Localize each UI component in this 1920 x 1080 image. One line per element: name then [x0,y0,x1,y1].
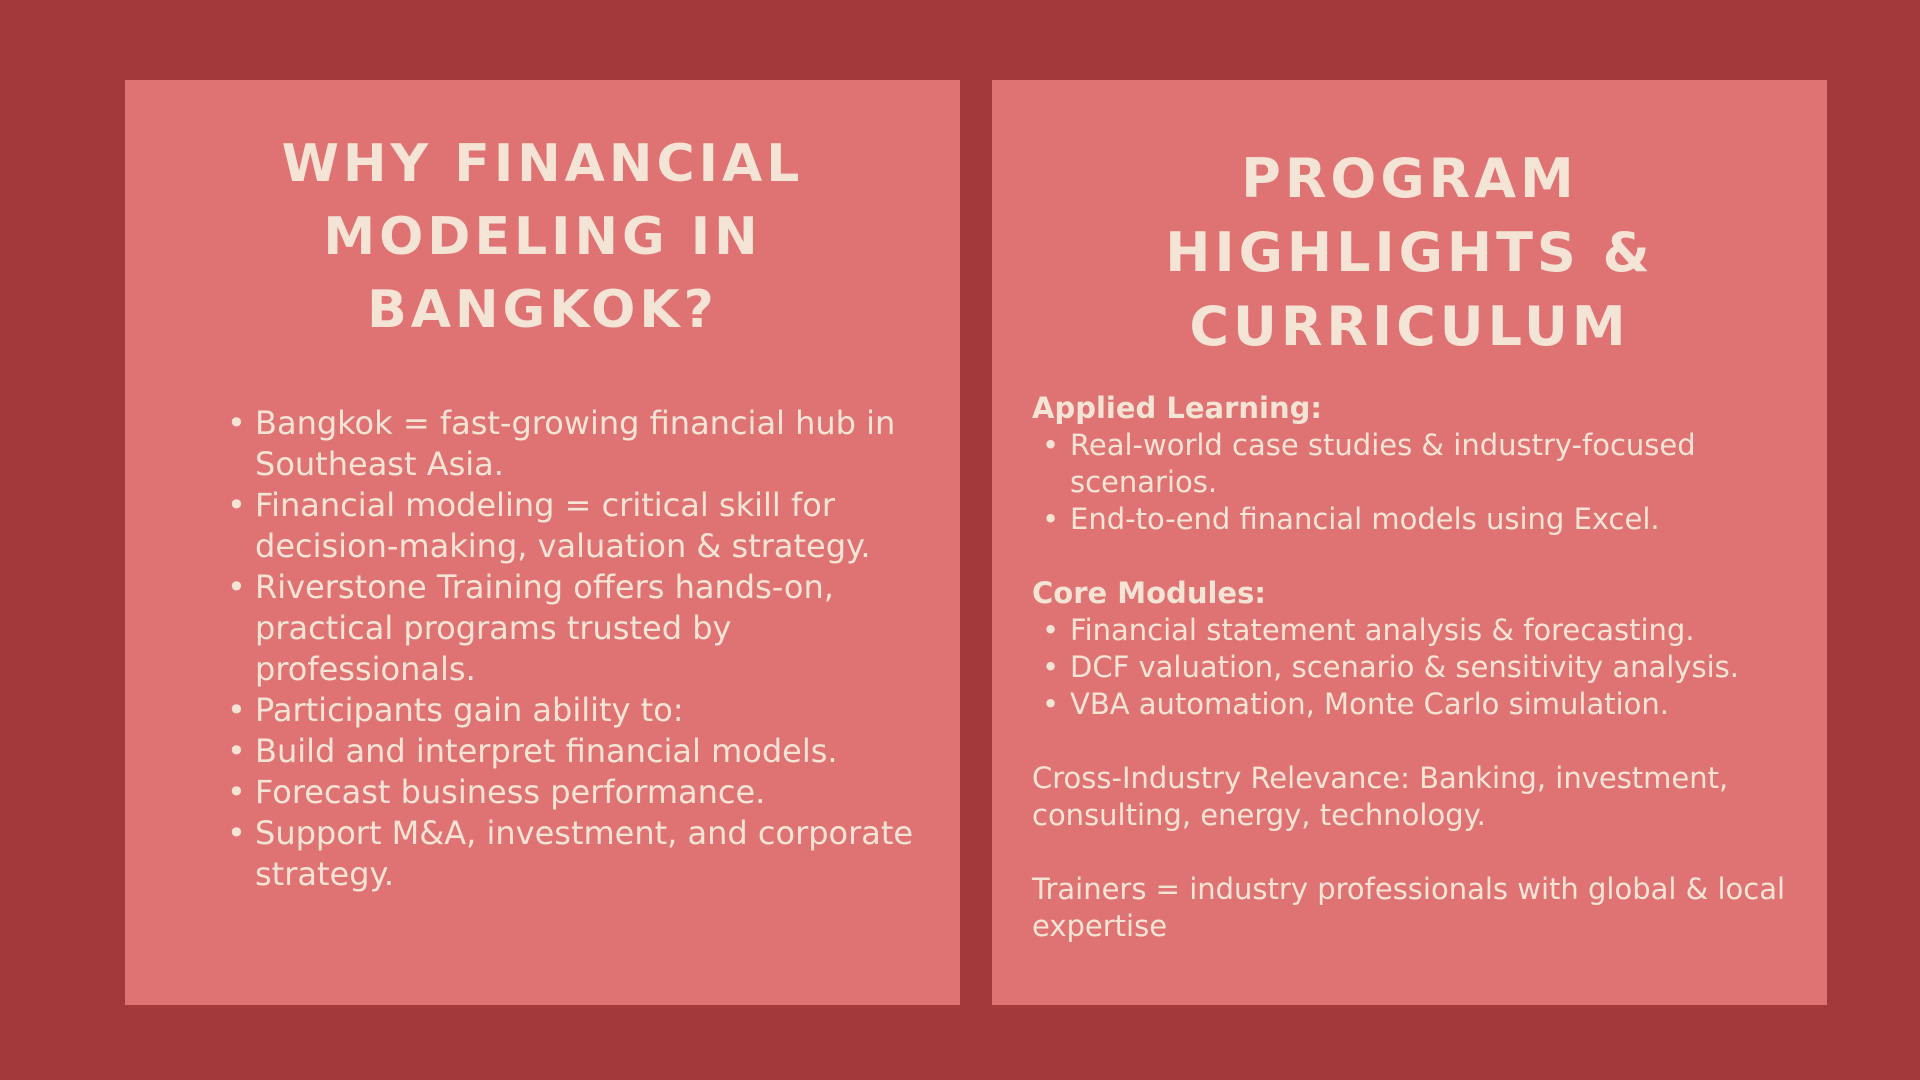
left-panel-heading: WHY FINANCIAL MODELING IN BANGKOK? [281,134,804,340]
list-item: • Riverstone Training offers hands-on, practical programs trusted by professionals. [217,567,920,690]
core-modules-list [1032,612,1787,723]
applied-learning-label: Applied Learning: [1032,391,1322,425]
trainers-text: Trainers = industry professionals with global & local expertise [1032,872,1786,943]
list-item: • Participants gain ability to: [217,690,920,731]
why-financial-modeling-panel [125,80,960,1005]
list-item: • Financial statement analysis & forecasting. [1032,612,1787,649]
right-panel-heading: PROGRAM HIGHLIGHTS & CURRICULUM [1165,147,1654,358]
applied-learning-list [1032,427,1787,538]
cross-industry-text: Cross-Industry Relevance: Banking, investment, consulting, energy, technology. [1032,761,1729,832]
left-bullet-list [165,403,920,895]
list-item: • Support M&A, investment, and corporate strategy. [217,813,920,895]
list-item: • VBA automation, Monte Carlo simulation. [1032,686,1787,723]
core-modules-label: Core Modules: [1032,576,1266,610]
list-item: • Build and interpret financial models. [217,731,920,772]
list-item: • Forecast business performance. [217,772,920,813]
list-item: • DCF valuation, scenario & sensitivity analysis. [1032,649,1787,686]
list-item: • End-to-end financial models using Excel. [1032,501,1787,538]
list-item: • Real-world case studies & industry-focused scenarios. [1032,427,1787,501]
program-highlights-panel [992,80,1827,1005]
list-item: • Bangkok = fast-growing financial hub in Southeast Asia. [217,403,920,485]
list-item: • Financial modeling = critical skill for decision-making, valuation & strategy. [217,485,920,567]
